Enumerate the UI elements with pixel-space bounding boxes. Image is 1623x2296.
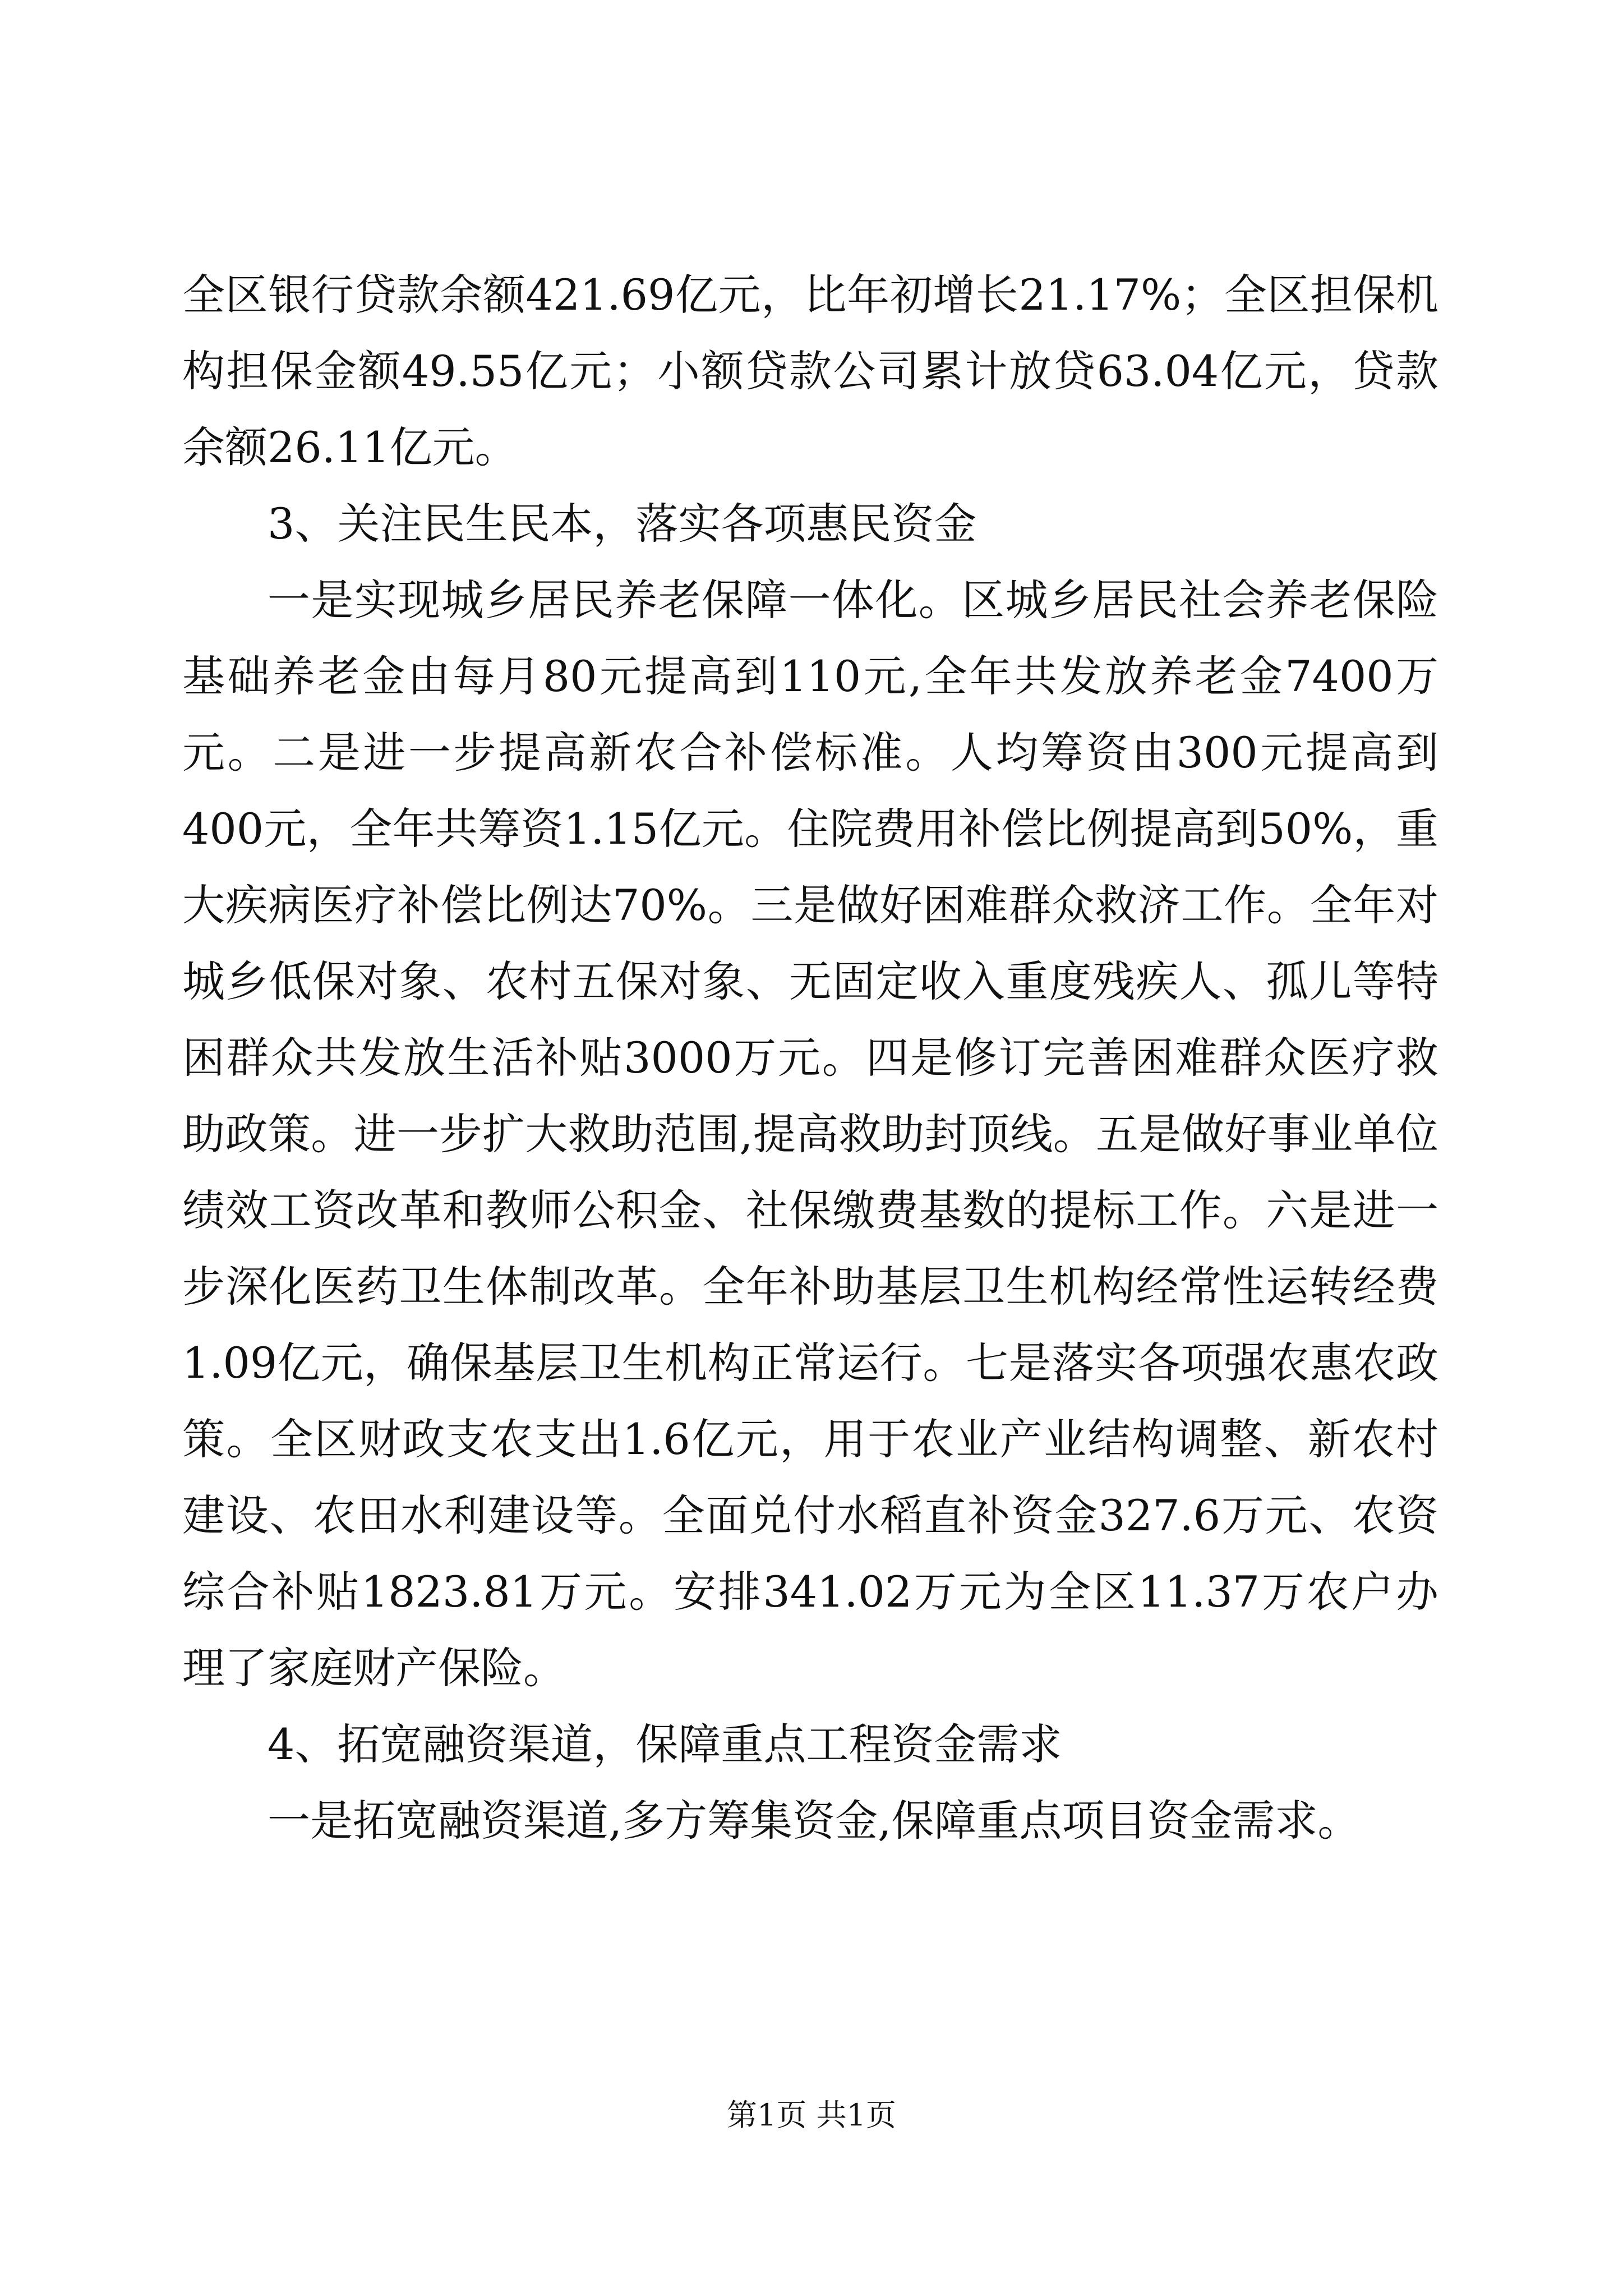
page-footer: 第1页 共1页 xyxy=(727,2097,896,2133)
document-body xyxy=(182,257,1438,1859)
paragraph-financing-measures: 一是拓宽融资渠道,多方筹集资金,保障重点项目资金需求。 xyxy=(268,1796,1361,1846)
heading-financing-channels: 4、拓宽融资渠道，保障重点工程资金需求 xyxy=(268,1719,1062,1769)
paragraph-livelihood-measures: 一是实现城乡居民养老保障一体化。区城乡居民社会养老保险基础养老金由每月80元提高到110元,全年共发放养老金7400万元。二是进一步提高新农合补偿标准。人均筹资由300元提高到400元，全年共筹资1.15亿元。住院费用补偿比例提高到50%，重大疾病医疗补偿比例达70%。三是做好困难群众救济工作。全年对城乡低保对象、农村五保对象、无固定收入重度残疾人、孤儿等特困群众共发放生活补贴3000万元。四是修订完善困难群众医疗救助政策。进一步扩大救助范围,提高救助封顶线。五是做好事业单位绩效工资改革和教师公积金、社保缴费基数的提标工作。六是进一步深化医药卫生体制改革。全年补助基层卫生机构经常性运转经费1.09亿元，确保基层卫生机构正常运行。七是落实各项强农惠农政策。全区财政支农支出1.6亿元，用于农业产业结构调整、新农村建设、农田水利建设等。全面兑付水稻直补资金327.6万元、农资综合补贴1823.81万元。安排341.02万元为全区11.37万农户办理了家庭财产保险。 xyxy=(182,575,1438,1693)
paragraph-loan-statistics: 全区银行贷款余额421.69亿元，比年初增长21.17%；全区担保机构担保金额49.55亿元；小额贷款公司累计放贷63.04亿元，贷款余额26.11亿元。 xyxy=(182,270,1438,472)
heading-livelihood-funds: 3、关注民生民本，落实各项惠民资金 xyxy=(268,499,977,549)
